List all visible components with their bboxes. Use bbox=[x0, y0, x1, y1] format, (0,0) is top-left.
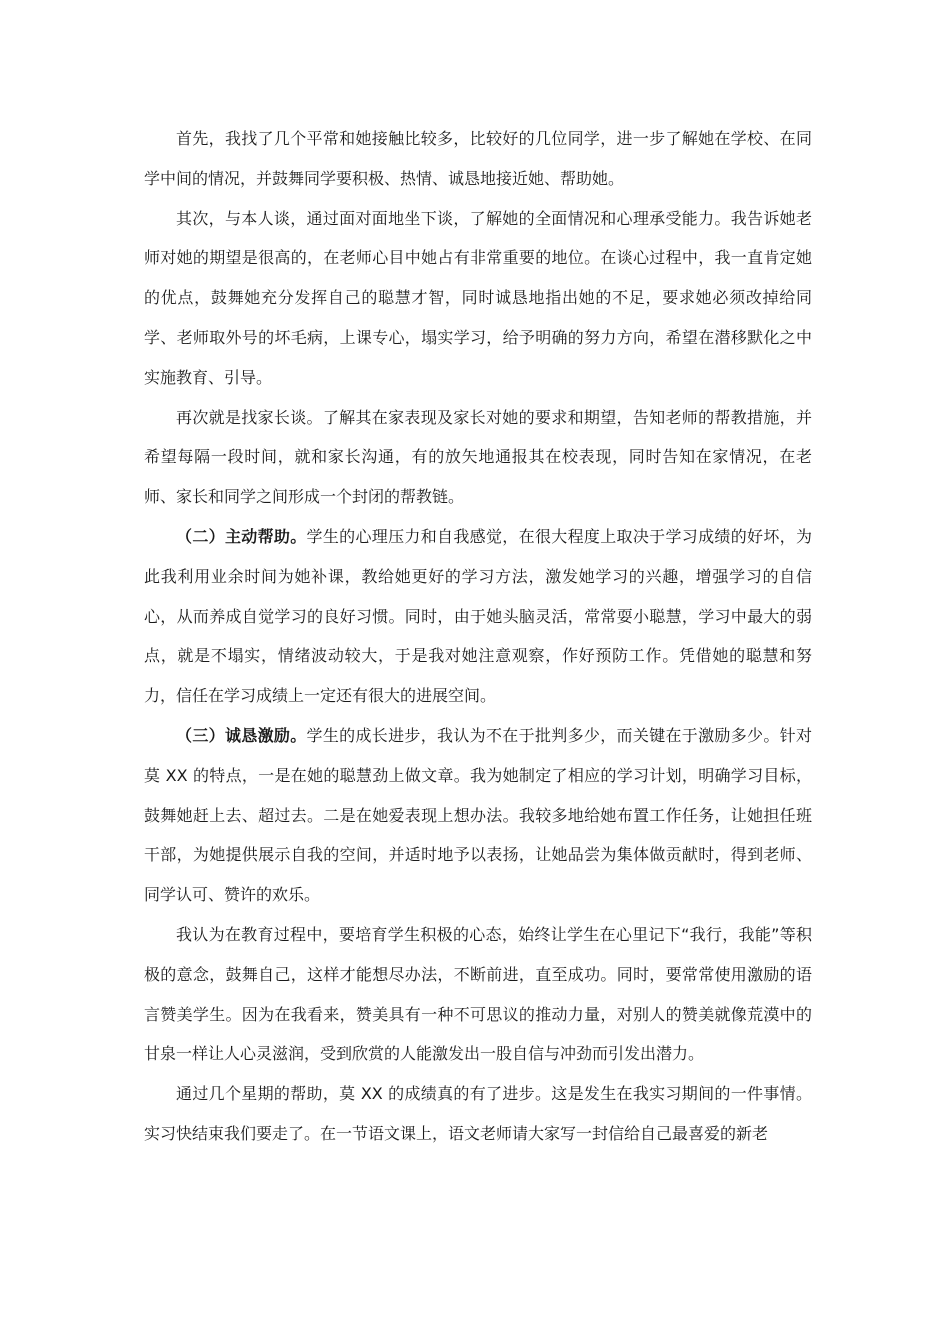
paragraph-text: 我认为在教育过程中，要培育学生积极的心态，始终让学生在心里记下“我行，我能”等积极的意念，鼓舞自己，这样才能想尽办法，不断前进，直至成功。同时，要常常使用激励的语言赞美学生。因为在我看来，赞美具有一种不可思议的推动力量，对别人的赞美就像荒漠中的甘泉一样让人心灵滋润，受到欣赏的人能激发出一股自信与冲劲而引发出潜力。 bbox=[144, 924, 812, 1064]
paragraph-2 bbox=[144, 199, 812, 398]
paragraph-text: 学生的心理压力和自我感觉，在很大程度上取决于学习成绩的好坏，为此我利用业余时间为她补课，教给她更好的学习方法，激发她学习的兴趣，增强学习的自信心，从而养成自觉学习的良好习惯。同时，由于她头脑灵活，常常耍小聪慧，学习中最大的弱点，就是不塌实，情绪波动较大，于是我对她注意观察，作好预防工作。凭借她的聪慧和努力，信任在学习成绩上一定还有很大的进展空间。 bbox=[144, 526, 812, 706]
paragraph-text: 其次，与本人谈，通过面对面地坐下谈，了解她的全面情况和心理承受能力。我告诉她老师对她的期望是很高的，在老师心目中她占有非常重要的地位。在谈心过程中，我一直肯定她的优点，鼓舞她充分发挥自己的聪慧才智，同时诚恳地指出她的不足，要求她必须改掉给同学、老师取外号的坏毛病，上课专心，塌实学习，给予明确的努力方向，希望在潜移默化之中实施教育、引导。 bbox=[144, 208, 812, 387]
paragraph-text: 再次就是找家长谈。了解其在家表现及家长对她的要求和期望，告知老师的帮教措施，并希望每隔一段时间，就和家长沟通，有的放矢地通报其在校表现，同时告知在家情况，在老师、家长和同学之间形成一个封闭的帮教链。 bbox=[144, 407, 812, 507]
paragraph-lead-bold: （三）诚恳激励。 bbox=[176, 725, 307, 745]
paragraph-text: 通过几个星期的帮助，莫 XX 的成绩真的有了进步。这是发生在我实习期间的一件事情。实习快结束我们要走了。在一节语文课上，语文老师请大家写一封信给自己最喜爱的新老 bbox=[144, 1084, 812, 1143]
paragraph-3 bbox=[144, 398, 812, 517]
paragraph-5 bbox=[144, 716, 812, 915]
paragraph-6 bbox=[144, 915, 812, 1074]
paragraph-7 bbox=[144, 1074, 812, 1154]
paragraph-4 bbox=[144, 517, 812, 716]
paragraph-text: 学生的成长进步，我认为不在于批判多少，而关键在于激励多少。针对莫 XX 的特点，一是在她的聪慧劲上做文章。我为她制定了相应的学习计划，明确学习目标，鼓舞她赶上去、超过去。二是在她爱表现上想办法。我较多地给她布置工作任务，让她担任班干部，为她提供展示自我的空间，并适时地予以表扬，让她品尝为集体做贡献时，得到老师、同学认可、赞许的欢乐。 bbox=[144, 725, 812, 905]
paragraph-text: 首先，我找了几个平常和她接触比较多，比较好的几位同学，进一步了解她在学校、在同学中间的情况，并鼓舞同学要积极、热情、诚恳地接近她、帮助她。 bbox=[144, 129, 812, 188]
paragraph-1 bbox=[144, 119, 812, 199]
paragraph-lead-bold: （二）主动帮助。 bbox=[176, 526, 307, 546]
body-text bbox=[144, 119, 812, 1154]
